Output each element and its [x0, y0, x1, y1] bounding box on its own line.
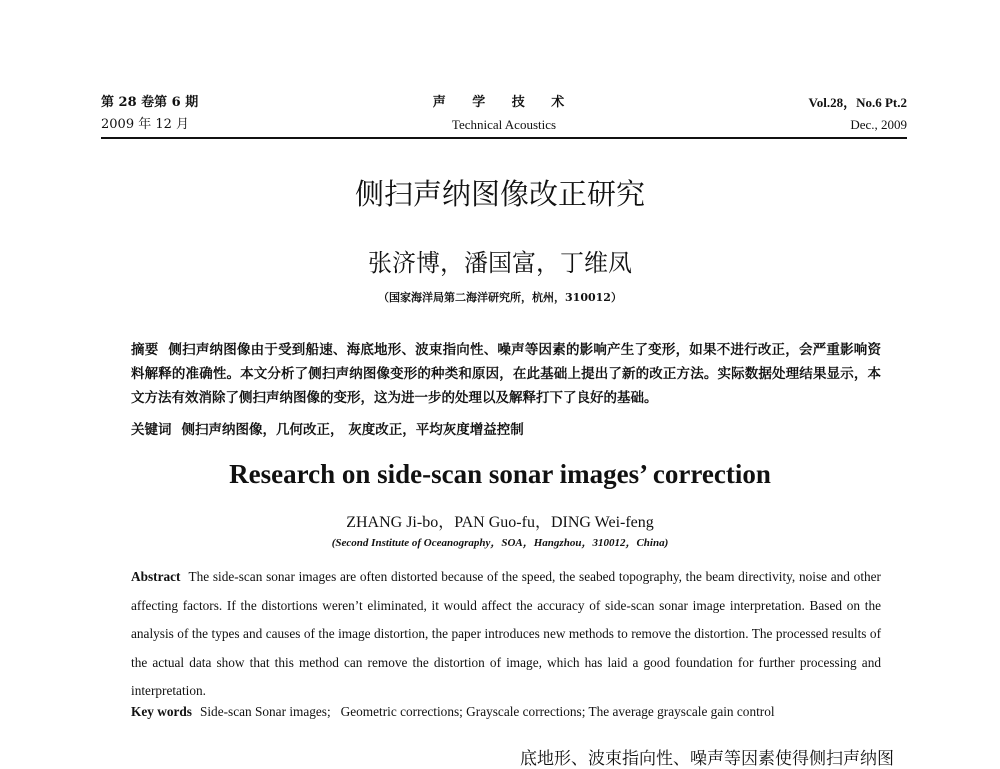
date-en: Dec., 2009 — [850, 117, 907, 132]
keywords-en-text: Side-scan Sonar images; Geometric corrections; Grayscale corrections; The average grayscale gain control — [199, 704, 775, 719]
keywords-en — [131, 700, 881, 724]
journal-name-cn: 声 学 技 术 — [432, 95, 576, 110]
abstract-cn — [131, 338, 881, 410]
abstract-cn-label: 摘要 — [131, 342, 159, 358]
abstract-cn-text: 侧扫声纳图像由于受到船速、海底地形、波束指向性、噪声等因素的影响产生了变形，如果不进行改正，会严重影响资料解释的准确性。本文分析了侧扫声纳图像变形的种类和原因，在此基础上提出了新的改正方法。实际数据处理结果显示，本文方法有效消除了侧扫声纳图像的变形，这为进一步的处理以及解释打下了良好的基础。 — [131, 342, 882, 406]
abstract-en — [131, 563, 881, 706]
affiliation-cn: （国家海洋局第二海洋研究所，杭州，310012） — [378, 291, 622, 304]
abstract-en-label: Abstract — [131, 569, 181, 584]
journal-header — [101, 92, 907, 136]
paper-title-cn: 侧扫声纳图像改正研究 — [354, 177, 645, 211]
paper-title-en: Research on side-scan sonar images’ correction — [229, 459, 771, 489]
keywords-cn — [131, 418, 881, 442]
volume-issue-cn: 第 28 卷第 6 期 — [101, 95, 199, 110]
date-cn: 2009 年 12 月 — [101, 117, 190, 132]
header-center — [101, 92, 907, 136]
keywords-en-label: Key words — [131, 704, 192, 719]
keywords-cn-text: 侧扫声纳图像，几何改正， 灰度改正，平均灰度增益控制 — [181, 422, 524, 438]
volume-issue-en: Vol.28，No.6 Pt.2 — [808, 95, 907, 110]
header-right — [809, 92, 907, 136]
affiliation-en: (Second Institute of Oceanography，SOA，Hangzhou，310012，China) — [331, 537, 669, 549]
authors-cn: 张济博，潘国富，丁维凤 — [368, 249, 632, 277]
authors-en: ZHANG Ji-bo，PAN Guo-fu，DING Wei-feng — [346, 514, 654, 531]
abstract-en-text: The side-scan sonar images are often distorted because of the speed, the seabed topography, the beam directivity, noise and other affecting factors. If the distortions weren’t eliminated, it would affect the accuracy of side-scan sonar image interpretation. Based on the analysis of the types and causes of the image distortion, the paper introduces new methods to remove the distortion. The processed results of the actual data show that this method can remove the distortion of image, which has laid a good foundation for further processing and interpretation. — [131, 569, 881, 698]
keywords-cn-label: 关键词 — [131, 422, 172, 438]
journal-name-en: Technical Acoustics — [451, 117, 557, 132]
header-rule — [101, 137, 907, 139]
cutoff-body-text: 底地形、波束指向性、噪声等因素使得侧扫声纳图 — [520, 749, 894, 769]
